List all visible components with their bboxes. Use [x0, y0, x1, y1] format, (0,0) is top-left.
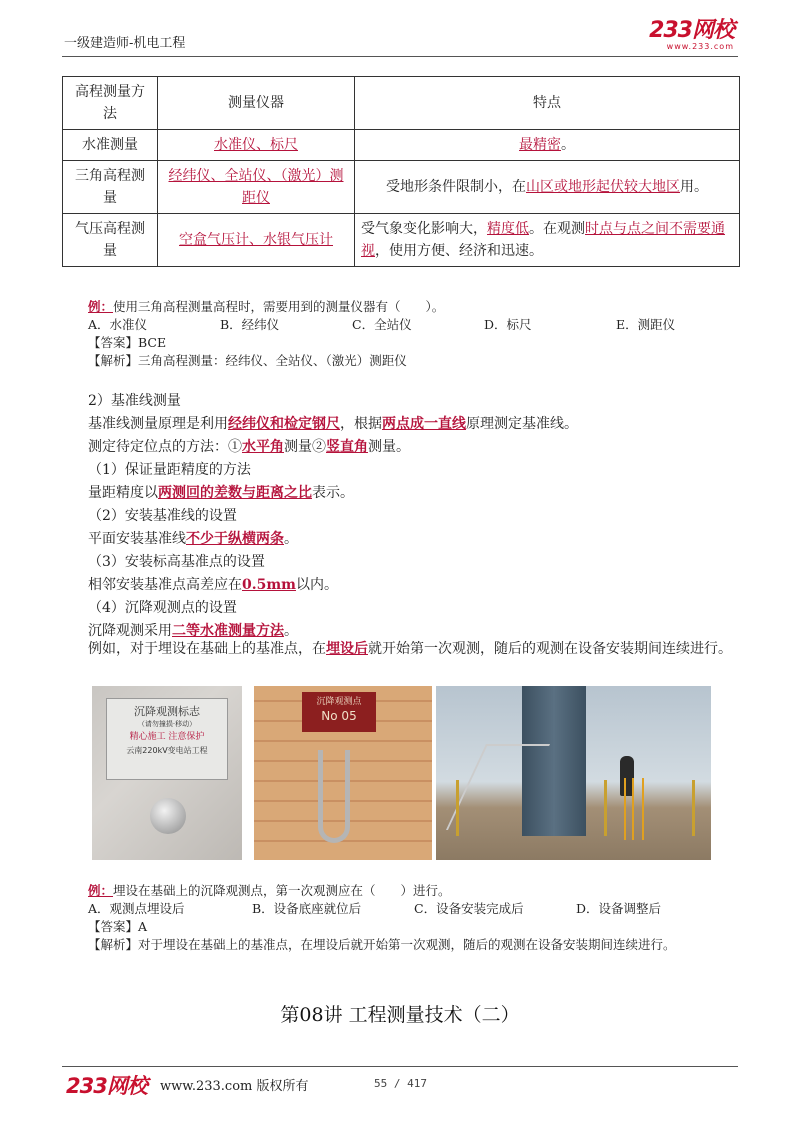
text-run: 受气象变化影响大，	[361, 221, 487, 237]
table-header-row	[63, 77, 740, 130]
option: B．经纬仪	[220, 317, 280, 332]
plate2-number: No 05	[321, 709, 357, 723]
body-line	[88, 528, 740, 551]
method-cell: 水准测量	[63, 130, 158, 161]
highlighted-text: 两点成一直线	[382, 416, 466, 432]
text-run: 原理测定基准线。	[466, 416, 578, 432]
instrument-text: 空盒气压计、水银气压计	[179, 232, 333, 248]
footer-divider	[62, 1066, 738, 1067]
lecture-title: 第08讲 工程测量技术（二）	[280, 1004, 520, 1026]
footer-logo: 233网校	[66, 1074, 147, 1098]
highlighted-text: 两测回的差数与距离之比	[158, 485, 312, 501]
body-line	[88, 551, 740, 574]
plate-subtitle: （请勿撞损·移动）	[137, 720, 197, 728]
text-run: （1）保证量距精度的方法	[88, 462, 251, 478]
method-cell: 三角高程测量	[63, 161, 158, 214]
highlighted-text: 竖直角	[326, 439, 368, 455]
text-run: 相邻安装基准点高差应在	[88, 577, 242, 593]
text-run: ，根据	[340, 416, 382, 432]
option: C．设备安装完成后	[414, 901, 524, 916]
body-line	[88, 413, 740, 436]
text-run: 表示。	[312, 485, 354, 501]
survey-pole	[692, 780, 695, 836]
instrument-text: 水准仪、标尺	[214, 137, 298, 153]
option: E．测距仪	[616, 317, 676, 332]
body-line	[88, 459, 740, 482]
document-title: 一级建造师-机电工程	[64, 36, 186, 51]
text-run: 测量。	[368, 439, 410, 455]
logo-url: www.233.com	[666, 42, 734, 51]
text-run: （2）安装基准线的设置	[88, 508, 237, 524]
example-paragraph	[62, 638, 740, 661]
options-row	[88, 316, 748, 334]
plate-org: 云南220kV变电站工程	[126, 746, 208, 755]
feature-cell	[355, 161, 740, 214]
text-run: 沉降观测采用	[88, 623, 172, 639]
text-run: 受地形条件限制小，在	[386, 179, 526, 195]
highlighted-text: 经纬仪和检定钢尺	[228, 416, 340, 432]
marker-plate	[106, 698, 228, 780]
answer-line: 【答案】A	[88, 919, 148, 934]
survey-pole	[604, 780, 607, 836]
highlighted-text: 二等水准测量方法	[172, 623, 284, 639]
text-run: 。	[561, 137, 575, 153]
survey-pole	[456, 780, 459, 836]
question-line	[88, 298, 748, 316]
option: B．设备底座就位后	[252, 901, 362, 916]
option: A．水准仪	[88, 317, 148, 332]
text-run: 平面安装基准线	[88, 531, 186, 547]
plate-title: 沉降观测标志	[134, 705, 200, 718]
option: D．标尺	[484, 317, 532, 332]
text-run: 用。	[680, 179, 708, 195]
text-run: 。在观测	[529, 221, 585, 237]
highlighted-text: 0.5mm	[242, 577, 296, 593]
text-run: 基准线测量原理是利用	[88, 416, 228, 432]
text-run: （3）安装标高基准点的设置	[88, 554, 265, 570]
feature-cell	[355, 130, 740, 161]
text-run: 量距精度以	[88, 485, 158, 501]
analysis-paragraph: 【解析】对于埋设在基础上的基准点，在埋设后就开始第一次观测，随后的观测在设备安装期间连续进行。	[88, 937, 676, 952]
body-line	[88, 436, 740, 459]
example-label: 例：	[88, 299, 114, 314]
text-run: 测量②	[284, 439, 326, 455]
page-number: 55 / 417	[374, 1077, 427, 1090]
text-run: 。	[284, 531, 298, 547]
table-header-cell: 高程测量方法	[63, 77, 158, 130]
text-run: 例如，对于埋设在基础上的基准点，在	[88, 641, 326, 657]
marker-knob	[150, 798, 186, 834]
text-run: （4）沉降观测点的设置	[88, 600, 237, 616]
feature-cell	[355, 214, 740, 267]
highlighted-text: 不少于纵横两条	[186, 531, 284, 547]
text-run: 以内。	[295, 577, 338, 593]
logo-text: 233网校	[649, 18, 734, 43]
baseline-measurement-section	[88, 390, 740, 643]
settlement-marker-photo	[92, 686, 242, 860]
text-run: ，使用方便、经济和迅速。	[375, 243, 543, 259]
question-text: 使用三角高程测量高程时，需要用到的测量仪器有（ ）。	[113, 299, 445, 314]
point-plate	[302, 692, 376, 732]
table-header-cell: 特点	[355, 77, 740, 130]
body-line	[88, 482, 740, 505]
question-text: 埋设在基础上的沉降观测点，第一次观测应在（ ）进行。	[113, 883, 451, 898]
highlighted-text: 最精密	[519, 137, 561, 153]
instrument-cell	[158, 130, 355, 161]
elevation-methods-table	[62, 76, 740, 267]
question-line	[88, 882, 696, 900]
highlighted-text: 埋设后	[326, 641, 368, 657]
brand-logo	[649, 20, 734, 52]
text-run: 就开始第一次观测，随后的观测在设备安装期间连续进行。	[368, 641, 732, 657]
example-question-1	[88, 298, 748, 370]
options-row	[88, 900, 696, 918]
analysis-line: 【解析】三角高程测量：经纬仪、全站仪、（激光）测距仪	[88, 353, 407, 368]
body-line	[88, 574, 740, 597]
body-line	[88, 505, 740, 528]
instrument-text: 经纬仪、全站仪、（激光）测距仪	[168, 168, 344, 206]
text-run: 。	[284, 623, 298, 639]
option: A．观测点埋设后	[88, 901, 185, 916]
tripod	[632, 778, 634, 840]
settlement-point-photo	[254, 686, 432, 860]
option: D．设备调整后	[576, 901, 662, 916]
example-label: 例：	[88, 883, 114, 898]
answer-line: 【答案】BCE	[88, 335, 167, 350]
highlighted-text: 时点与点之间不需要通视	[361, 221, 725, 259]
highlighted-text: 山区或地形起伏较大地区	[526, 179, 680, 195]
option: C．全站仪	[352, 317, 412, 332]
table-header-cell: 测量仪器	[158, 77, 355, 130]
body-line	[88, 597, 740, 620]
footer-copyright: www.233.com 版权所有	[160, 1079, 309, 1094]
table-row	[63, 161, 740, 214]
instrument-cell	[158, 214, 355, 267]
header-divider	[62, 56, 738, 57]
plate-warning: 精心施工 注意保护	[129, 732, 205, 742]
example-question-2	[88, 882, 696, 936]
section-heading: 2）基准线测量	[88, 393, 181, 409]
table-row	[63, 130, 740, 161]
text-run: 测定待定位点的方法：①	[88, 439, 242, 455]
marker-hook	[318, 750, 350, 843]
wind-tower-survey-photo	[436, 686, 711, 860]
highlighted-text: 精度低	[487, 221, 529, 237]
plate2-title: 沉降观测点	[316, 697, 362, 707]
highlighted-text: 水平角	[242, 439, 284, 455]
method-cell: 气压高程测量	[63, 214, 158, 267]
instrument-cell	[158, 161, 355, 214]
table-row	[63, 214, 740, 267]
